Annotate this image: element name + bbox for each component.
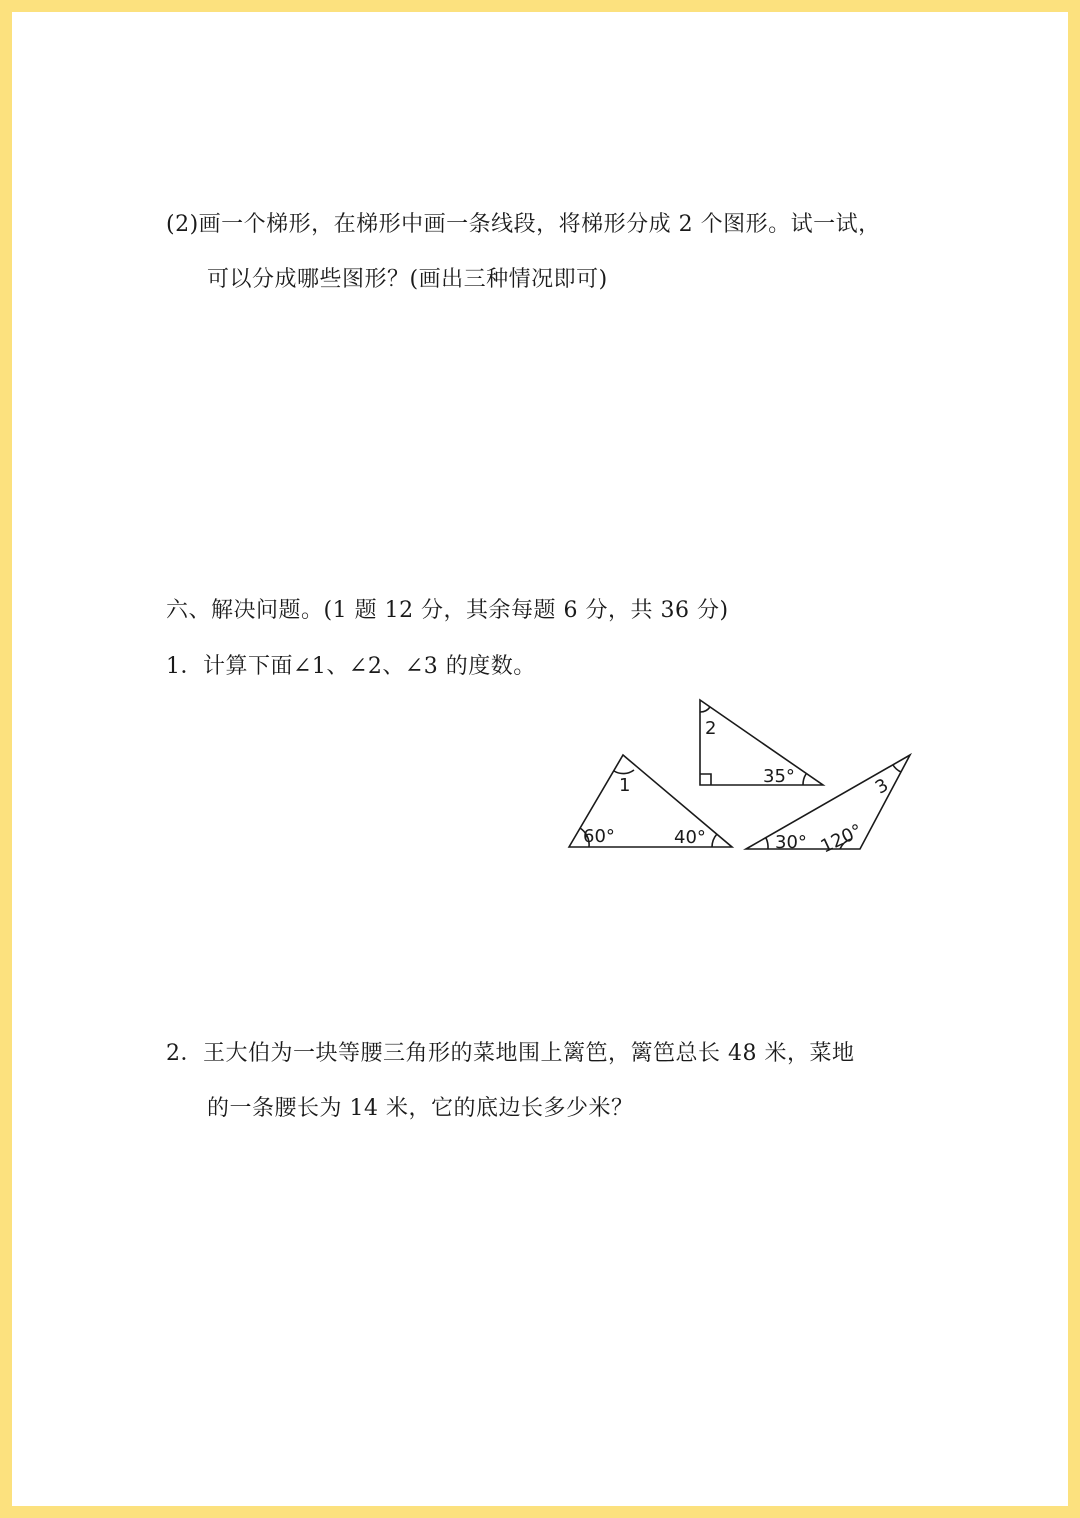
label-angle-35: 35°	[763, 766, 795, 787]
q2-part2-line1: (2)画一个梯形，在梯形中画一条线段，将梯形分成 2 个图形。试一试，	[166, 212, 881, 237]
angle-1-arc	[614, 770, 634, 774]
right-angle-mark	[700, 774, 711, 785]
angle-2-arc	[700, 707, 710, 712]
label-angle-120: 120°	[817, 820, 866, 858]
angle-30-arc	[766, 838, 768, 849]
problem2-line1: 2．王大伯为一块等腰三角形的菜地围上篱笆，篱笆总长 48 米，菜地	[166, 1041, 855, 1066]
triangle-2	[700, 700, 823, 785]
label-angle-2: 2	[705, 718, 717, 739]
q2-part2-line2: 可以分成哪些图形？(画出三种情况即可)	[207, 267, 608, 292]
label-angle-1: 1	[619, 775, 631, 796]
problem2-line2: 的一条腰长为 14 米，它的底边长多少米？	[207, 1096, 634, 1121]
section6-heading: 六、解决问题。(1 题 12 分，其余每题 6 分，共 36 分)	[166, 598, 729, 623]
angle-40-arc	[712, 834, 717, 847]
angle-35-arc	[803, 774, 806, 785]
label-angle-60: 60°	[583, 826, 615, 847]
angle-3-arc	[893, 765, 901, 772]
problem1-text: 1．计算下面∠1、∠2、∠3 的度数。	[166, 654, 536, 679]
label-angle-3: 3	[871, 774, 893, 799]
triangle-2-outline	[700, 700, 823, 785]
label-angle-30: 30°	[775, 832, 807, 853]
label-angle-40: 40°	[674, 827, 706, 848]
